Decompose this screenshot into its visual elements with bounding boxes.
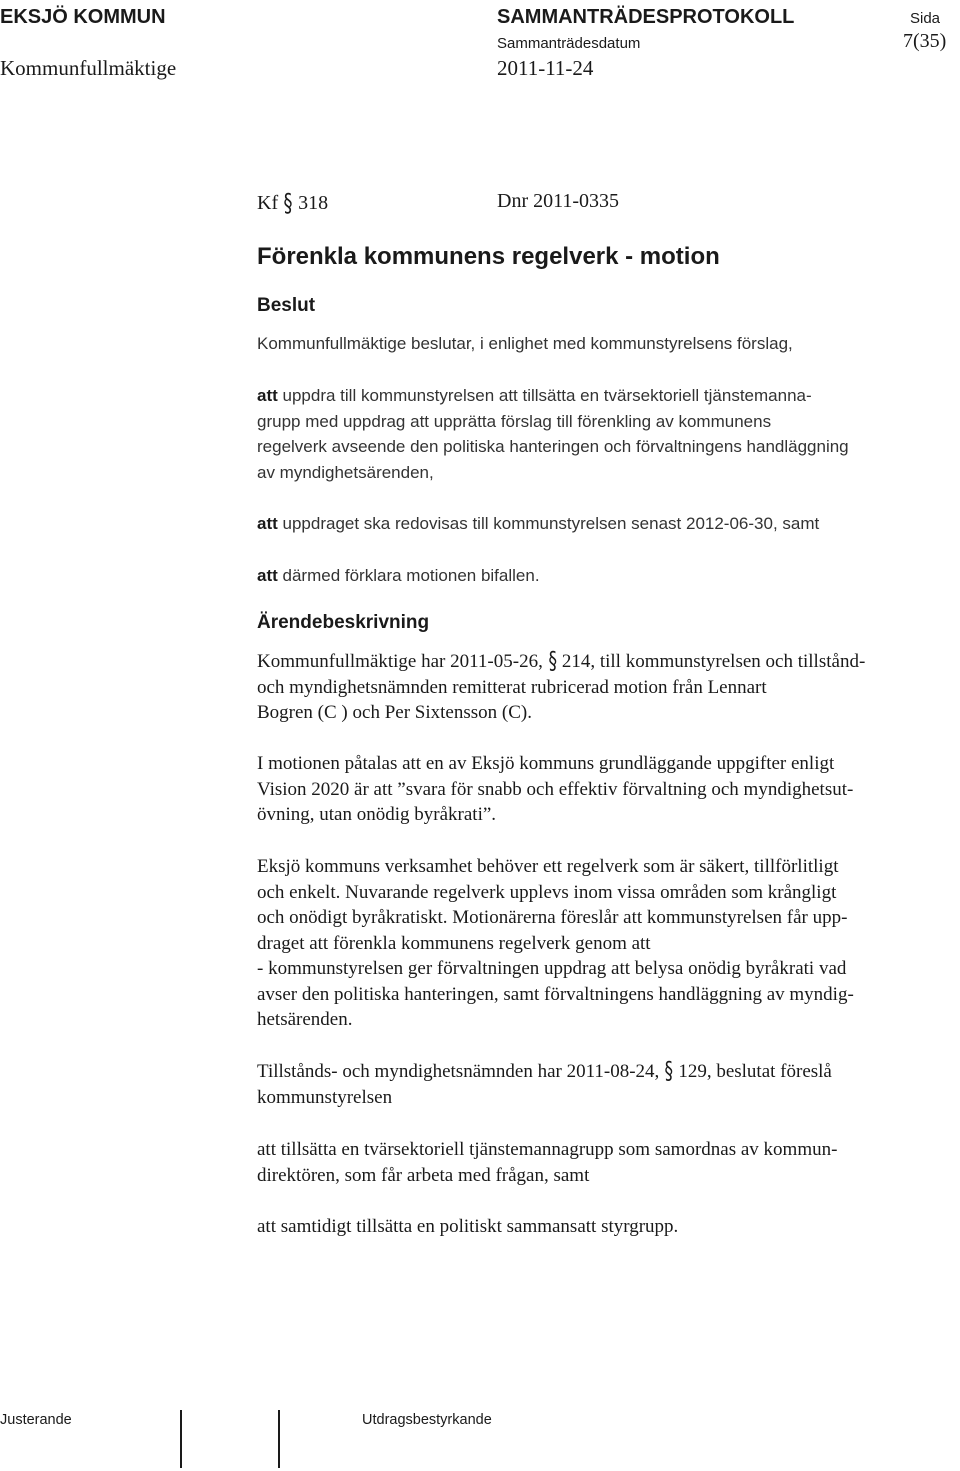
arende-p1-line: Bogren (C ) och Per Sixtensson (C).: [257, 702, 532, 723]
signature-divider: [180, 1410, 182, 1468]
arende-p3-line: hetsärenden.: [257, 1009, 353, 1030]
arende-paragraph-3: [257, 854, 947, 1033]
arende-p3-line: och onödigt byråkratiskt. Motionärerna föreslår att kommunstyrelsen får upp-: [257, 907, 848, 928]
arende-p2-line: I motionen påtalas att en av Eksjö kommuns grundläggande uppgifter enligt: [257, 753, 835, 774]
beslut-intro: [257, 331, 947, 357]
beslut-item-2: [257, 511, 947, 537]
arende-p5-line: direktören, som får arbeta med frågan, samt: [257, 1164, 590, 1186]
paragraph-sign: §: [283, 187, 293, 217]
page-title: Förenkla kommunens regelverk - motion: [257, 243, 720, 270]
arende-p4-line: kommunstyrelsen: [257, 1086, 393, 1108]
arende-paragraph-2: [257, 751, 947, 828]
arende-p1-text-b: 214, till kommunstyrelsen och tillstånd-: [561, 651, 866, 672]
arende-paragraph-1: [257, 649, 947, 726]
arende-p1-line: och myndighetsnämnden remitterat rubricerad motion från Lennart: [257, 676, 767, 698]
page-label: Sida: [910, 10, 941, 27]
signature-divider: [278, 1410, 280, 1468]
paragraph-prefix: Kf: [257, 192, 279, 214]
paragraph-number: 318: [298, 192, 329, 214]
dnr: Dnr 2011-0335: [497, 190, 620, 212]
arendebeskrivning-heading: Ärendebeskrivning: [257, 612, 430, 633]
org-name: EKSJÖ KOMMUN: [0, 6, 166, 28]
arende-p4-text-b: 129, beslutat föreslå: [678, 1061, 832, 1082]
beslut-item-1-line: av myndighetsärenden,: [257, 462, 434, 482]
arende-paragraph-4: [257, 1059, 947, 1110]
beslut-item-3: [257, 563, 947, 589]
paragraph-reference: [257, 187, 329, 217]
beslut-item-3-text: därmed förklara motionen bifallen.: [282, 566, 540, 585]
justerande-label: Justerande: [0, 1412, 72, 1428]
arende-p6-line: att samtidigt tillsätta en politiskt sammansatt styrgrupp.: [257, 1216, 679, 1237]
arende-paragraph-5: [257, 1137, 947, 1188]
arende-p3-line: och enkelt. Nuvarande regelverk upplevs inom vissa områden som krångligt: [257, 881, 837, 903]
body-name: Kommunfullmäktige: [0, 56, 177, 80]
arende-p1-text-a: Kommunfullmäktige har 2011-05-26,: [257, 651, 543, 672]
arende-p3-line: avser den politiska hanteringen, samt förvaltningens handläggning av myndig-: [257, 983, 854, 1005]
att-label: att: [257, 386, 278, 405]
document-type: SAMMANTRÄDESPROTOKOLL: [497, 6, 795, 28]
arende-p4-text-a: Tillstånds- och myndighetsnämnden har 2011-08-24,: [257, 1061, 660, 1082]
beslut-heading: Beslut: [257, 295, 316, 316]
att-label: att: [257, 514, 278, 533]
arende-p2-line: Vision 2020 är att ”svara för snabb och effektiv förvaltning och myndighetsut-: [257, 778, 854, 800]
page-number: 7(35): [903, 30, 947, 52]
paragraph-sign: §: [664, 1057, 674, 1085]
paragraph-sign: §: [548, 647, 557, 675]
arende-p3-line: draget att förenkla kommunens regelverk genom att: [257, 932, 651, 954]
beslut-item-1-line: grupp med uppdrag att upprätta förslag till förenkling av kommunens: [257, 411, 772, 431]
beslut-item-2-text: uppdraget ska redovisas till kommunstyrelsen senast 2012-06-30, samt: [282, 514, 820, 533]
beslut-intro-text: Kommunfullmäktige beslutar, i enlighet med kommunstyrelsens förslag,: [257, 334, 793, 353]
meeting-date: 2011-11-24: [497, 56, 594, 80]
arende-paragraph-6: [257, 1214, 947, 1240]
beslut-item-1-line: uppdra till kommunstyrelsen att tillsätta en tvärsektoriell tjänstemanna-: [282, 386, 812, 405]
date-label: Sammanträdesdatum: [497, 35, 641, 52]
beslut-item-1-line: regelverk avseende den politiska hanteringen och förvaltningens handläggning: [257, 437, 849, 456]
utdragsbestyrkande-label: Utdragsbestyrkande: [362, 1412, 492, 1428]
arende-p2-line: övning, utan onödig byråkrati”.: [257, 804, 497, 825]
beslut-item-1: [257, 383, 947, 485]
arende-p5-line: att tillsätta en tvärsektoriell tjänstemannagrupp som samordnas av kommun-: [257, 1139, 838, 1160]
arende-p3-line: Eksjö kommuns verksamhet behöver ett regelverk som är säkert, tillförlitligt: [257, 856, 839, 877]
arende-p3-line: - kommunstyrelsen ger förvaltningen uppdrag att belysa onödig byråkrati vad: [257, 958, 847, 979]
att-label: att: [257, 566, 278, 585]
